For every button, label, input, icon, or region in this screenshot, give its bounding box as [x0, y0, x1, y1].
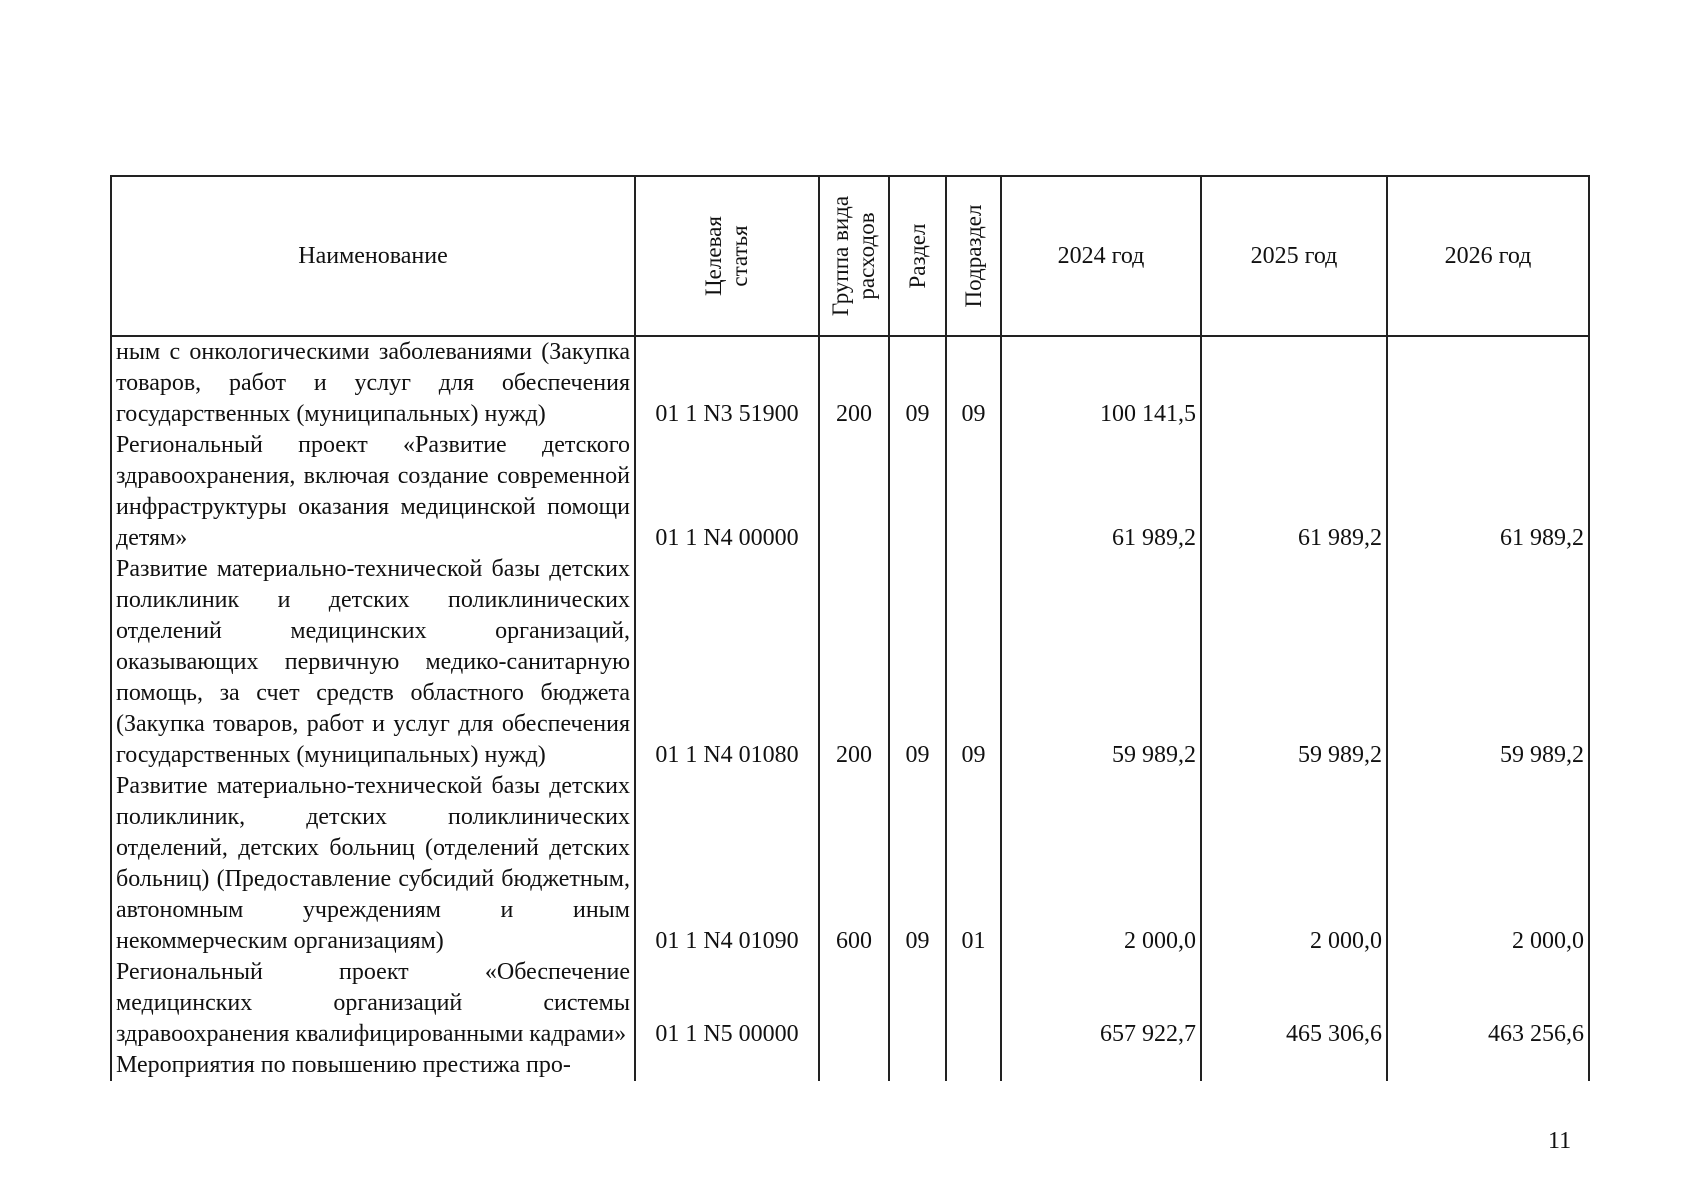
row-expense-group: 200	[819, 336, 889, 430]
row-amount-2025: 61 989,2	[1201, 430, 1387, 554]
row-expense-group	[819, 1050, 889, 1081]
row-amount-2025: 2 000,0	[1201, 771, 1387, 957]
row-amount-2024: 100 141,5	[1001, 336, 1201, 430]
row-target-article	[635, 1050, 819, 1081]
table-row	[111, 430, 1589, 554]
row-subsection: 09	[946, 336, 1001, 430]
table-row	[111, 554, 1589, 771]
row-name: ным с онкологическими заболеваниями (Закупка товаров, работ и услуг для обеспечения государственных (муниципальных) нужд)	[111, 336, 635, 430]
row-target-article: 01 1 N5 00000	[635, 957, 819, 1050]
row-amount-2024: 657 922,7	[1001, 957, 1201, 1050]
header-section: Раздел	[889, 176, 946, 336]
header-expense-group: Группа вида расходов	[819, 176, 889, 336]
row-name: Региональный проект «Обеспечение медицинских организаций системы здравоохранения квалифицированными кадрами»	[111, 957, 635, 1050]
header-2026: 2026 год	[1387, 176, 1589, 336]
row-amount-2025: 465 306,6	[1201, 957, 1387, 1050]
header-target-article: Целевая статья	[635, 176, 819, 336]
row-amount-2026	[1387, 1050, 1589, 1081]
row-expense-group: 200	[819, 554, 889, 771]
row-expense-group: 600	[819, 771, 889, 957]
header-2024: 2024 год	[1001, 176, 1201, 336]
row-amount-2025	[1201, 336, 1387, 430]
header-subsection: Подраздел	[946, 176, 1001, 336]
row-subsection	[946, 1050, 1001, 1081]
row-amount-2026: 2 000,0	[1387, 771, 1589, 957]
row-amount-2024: 2 000,0	[1001, 771, 1201, 957]
row-amount-2026	[1387, 336, 1589, 430]
row-amount-2025	[1201, 1050, 1387, 1081]
row-subsection	[946, 957, 1001, 1050]
row-amount-2026: 59 989,2	[1387, 554, 1589, 771]
row-subsection	[946, 430, 1001, 554]
row-section	[889, 1050, 946, 1081]
row-target-article: 01 1 N4 01080	[635, 554, 819, 771]
header-2025: 2025 год	[1201, 176, 1387, 336]
table-body	[111, 336, 1589, 1081]
row-amount-2024: 61 989,2	[1001, 430, 1201, 554]
row-amount-2024: 59 989,2	[1001, 554, 1201, 771]
row-amount-2025: 59 989,2	[1201, 554, 1387, 771]
row-section: 09	[889, 554, 946, 771]
row-name: Региональный проект «Развитие детского здравоохранения, включая создание современной инфраструктуры оказания медицинской помощи детям»	[111, 430, 635, 554]
table-row	[111, 336, 1589, 430]
row-name: Мероприятия по повышению престижа про-	[111, 1050, 635, 1081]
table-row	[111, 771, 1589, 957]
row-amount-2026: 463 256,6	[1387, 957, 1589, 1050]
budget-table	[110, 175, 1590, 1081]
table-row	[111, 957, 1589, 1050]
row-subsection: 09	[946, 554, 1001, 771]
row-target-article: 01 1 N4 01090	[635, 771, 819, 957]
row-amount-2026: 61 989,2	[1387, 430, 1589, 554]
row-section: 09	[889, 771, 946, 957]
row-section: 09	[889, 336, 946, 430]
row-expense-group	[819, 430, 889, 554]
table-row	[111, 1050, 1589, 1081]
row-expense-group	[819, 957, 889, 1050]
row-name: Развитие материально-технической базы детских поликлиник и детских поликлинических отделений медицинских организаций, оказывающих первичную медико-санитарную помощь, за счет средств областного бюджета (Закупка товаров, работ и услуг для обеспечения государственных (муниципальных) нужд)	[111, 554, 635, 771]
row-name: Развитие материально-технической базы детских поликлиник, детских поликлинических отделений, детских больниц (отделений детских больниц) (Предоставление субсидий бюджетным, автономным учреждениям и иным некоммерческим организациям)	[111, 771, 635, 957]
row-amount-2024	[1001, 1050, 1201, 1081]
row-subsection: 01	[946, 771, 1001, 957]
page-number: 11	[1548, 1128, 1572, 1154]
row-section	[889, 430, 946, 554]
table-header	[111, 176, 1589, 336]
row-target-article: 01 1 N3 51900	[635, 336, 819, 430]
row-section	[889, 957, 946, 1050]
header-name: Наименование	[111, 176, 635, 336]
row-target-article: 01 1 N4 00000	[635, 430, 819, 554]
